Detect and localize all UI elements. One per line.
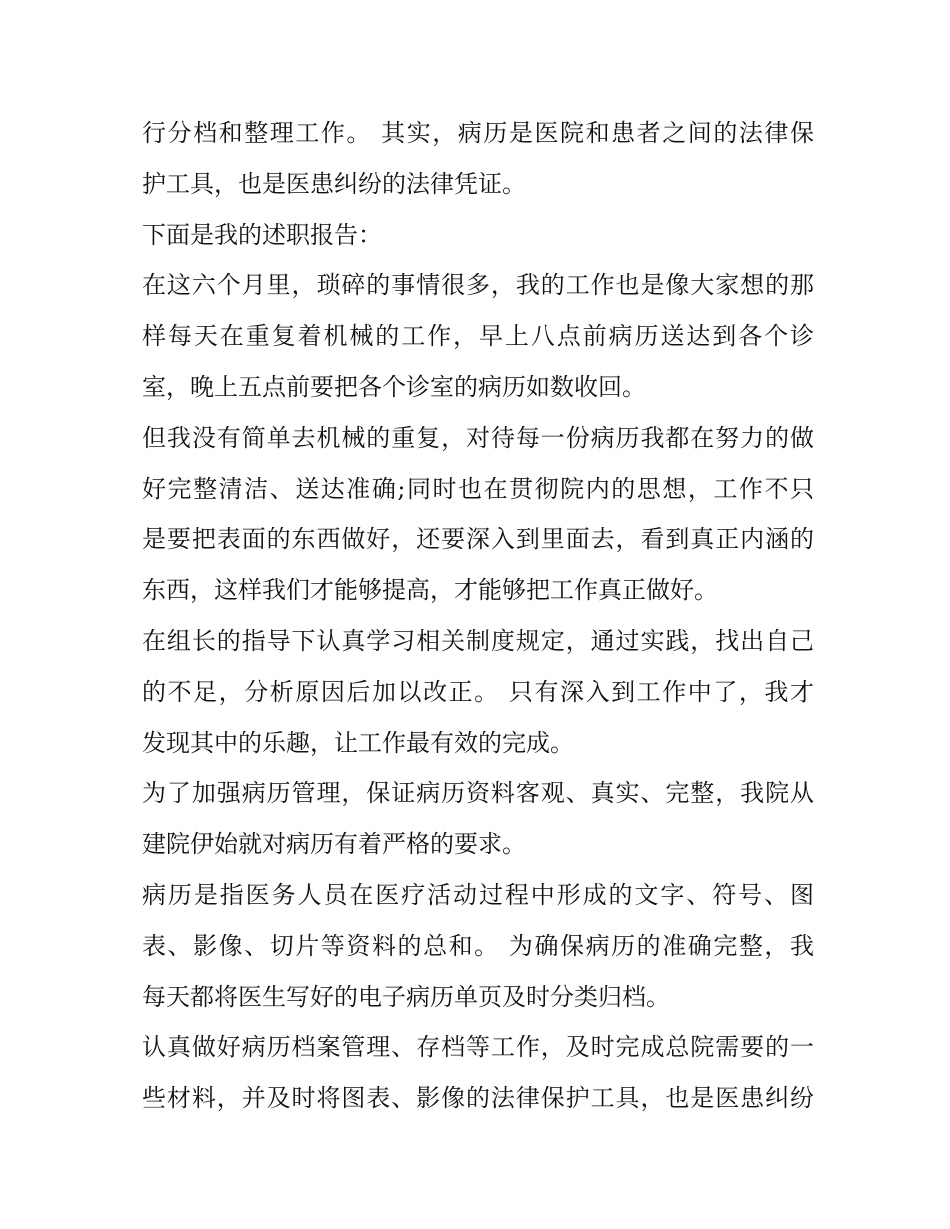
text-line: 表、影像、切片等资料的总和。 为确保病历的准确完整，我 xyxy=(142,931,814,960)
text-line: 为了加强病历管理，保证病历资料客观、真实、完整，我院从 xyxy=(142,779,814,808)
text-line: 下面是我的述职报告： xyxy=(142,220,382,249)
text-line: 发现其中的乐趣，让工作最有效的完成。 xyxy=(142,728,574,757)
text-line: 些材料，并及时将图表、影像的法律保护工具，也是医患纠纷 xyxy=(142,1084,814,1113)
text-line: 东西，这样我们才能够提高，才能够把工作真正做好。 xyxy=(142,576,718,605)
text-line: 的不足，分析原因后加以改正。 只有深入到工作中了，我才 xyxy=(142,677,814,706)
text-line: 建院伊始就对病历有着严格的要求。 xyxy=(142,830,526,859)
text-line: 但我没有简单去机械的重复，对待每一份病历我都在努力的做 xyxy=(142,423,814,452)
text-line: 室，晚上五点前要把各个诊室的病历如数收回。 xyxy=(142,372,646,401)
text-line: 在这六个月里，琐碎的事情很多，我的工作也是像大家想的那 xyxy=(142,271,814,300)
text-line: 行分档和整理工作。 其实，病历是医院和患者之间的法律保 xyxy=(142,119,814,147)
text-line: 每天都将医生写好的电子病历单页及时分类归档。 xyxy=(142,982,670,1011)
text-line: 样每天在重复着机械的工作，早上八点前病历送达到各个诊 xyxy=(142,322,814,351)
text-line: 在组长的指导下认真学习相关制度规定，通过实践，找出自己 xyxy=(142,626,814,655)
text-line: 认真做好病历档案管理、存档等工作，及时完成总院需要的一 xyxy=(142,1033,814,1062)
text-line: 好完整清洁、送达准确;同时也在贯彻院内的思想，工作不只 xyxy=(142,474,814,503)
document-body xyxy=(142,108,814,1124)
text-line: 护工具，也是医患纠纷的法律凭证。 xyxy=(142,169,526,198)
text-line: 病历是指医务人员在医疗活动过程中形成的文字、符号、图 xyxy=(142,880,814,909)
text-line: 是要把表面的东西做好，还要深入到里面去，看到真正内涵的 xyxy=(142,525,814,554)
